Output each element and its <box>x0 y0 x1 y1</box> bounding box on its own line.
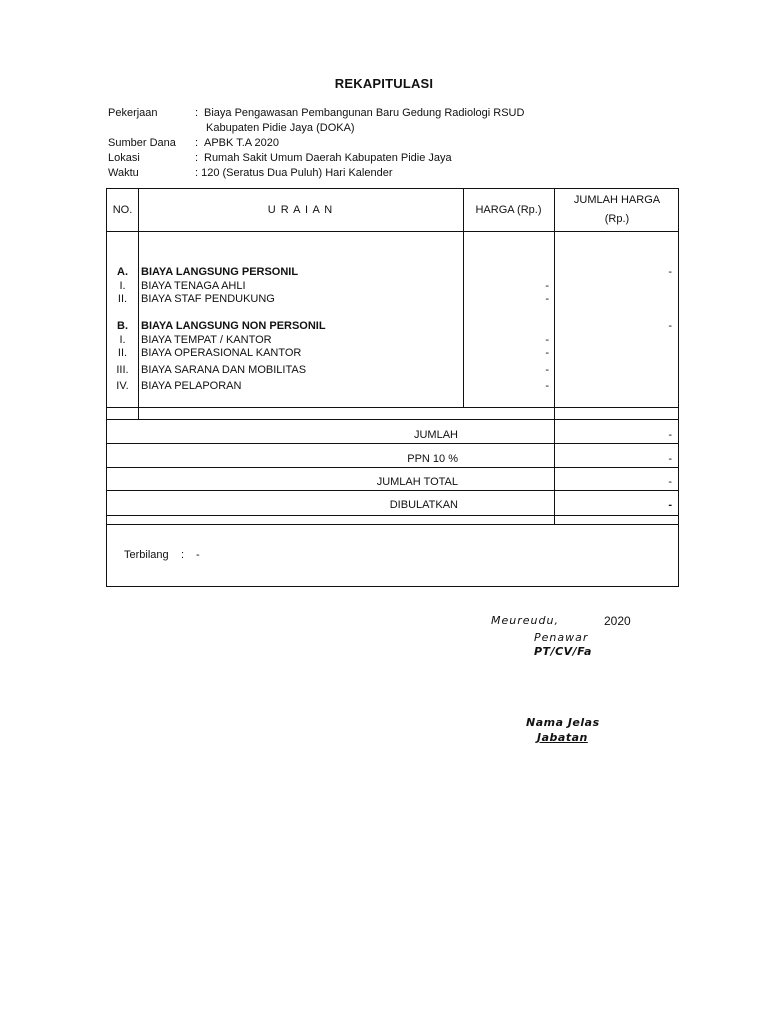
pekerjaan-colon: : <box>195 107 199 119</box>
row-jumlah: - <box>668 320 672 332</box>
signature-name: Nama Jelas <box>526 716 600 729</box>
pekerjaan-row-continued <box>108 121 578 136</box>
total-ppn-value: - <box>668 453 672 465</box>
row-label: BIAYA TENAGA AHLI <box>141 280 246 292</box>
row-label: BIAYA OPERASIONAL KANTOR <box>141 347 302 359</box>
signature-role: Penawar <box>534 631 589 644</box>
row-harga: - <box>545 293 549 305</box>
header-jumlah-harga: JUMLAH HARGA <box>573 194 661 206</box>
waktu-label: Waktu <box>108 167 139 179</box>
total-line-1 <box>107 443 678 444</box>
sumber-dana-colon: : <box>195 137 199 149</box>
total-ppn-label: PPN 10 % <box>407 453 458 465</box>
terbilang-label: Terbilang <box>124 549 169 561</box>
header-divider <box>107 231 678 232</box>
header-no: NO. <box>112 204 133 216</box>
row-harga: - <box>545 364 549 376</box>
sumber-dana-row <box>108 136 578 151</box>
total-line-4 <box>107 515 678 516</box>
row-harga: - <box>545 380 549 392</box>
row-number: II. <box>117 347 128 359</box>
terbilang-top-line <box>107 524 678 525</box>
total-jumlah-value: - <box>668 429 672 441</box>
row-jumlah: - <box>668 266 672 278</box>
total-line-2 <box>107 467 678 468</box>
signature-company: PT/CV/Fa <box>534 645 592 658</box>
terbilang-colon: : <box>181 549 185 561</box>
row-harga: - <box>545 280 549 292</box>
recap-table <box>106 188 679 587</box>
row-label: BIAYA LANGSUNG PERSONIL <box>141 266 299 278</box>
row-number: I. <box>119 334 126 346</box>
total-jumlah-label: JUMLAH <box>413 429 458 441</box>
header-jumlah-unit: (Rp.) <box>604 213 630 225</box>
row-number: A. <box>117 266 128 278</box>
terbilang-value: - <box>196 549 200 561</box>
total-jumlah-total-label: JUMLAH TOTAL <box>376 476 458 488</box>
harga-col-divider <box>554 189 555 524</box>
row-harga: - <box>545 334 549 346</box>
spacer-line <box>107 419 678 420</box>
total-dibulatkan-label: DIBULATKAN <box>389 499 458 511</box>
sumber-dana-label: Sumber Dana <box>108 137 176 149</box>
total-jumlah-total-value: - <box>668 476 672 488</box>
signature-year: 2020 <box>604 614 631 628</box>
signature-position: Jabatan <box>537 731 588 744</box>
row-number: III. <box>116 364 129 376</box>
no-col-divider <box>138 189 139 419</box>
lokasi-colon: : <box>195 152 199 164</box>
total-line-3 <box>107 490 678 491</box>
row-harga: - <box>545 347 549 359</box>
total-dibulatkan-value: - <box>668 499 672 511</box>
signature-place: Meureudu, <box>491 614 559 627</box>
row-label: BIAYA SARANA DAN MOBILITAS <box>141 364 307 376</box>
row-label: BIAYA STAF PENDUKUNG <box>141 293 275 305</box>
row-label: BIAYA LANGSUNG NON PERSONIL <box>141 320 326 332</box>
page-title: REKAPITULASI <box>334 76 434 91</box>
pekerjaan-value-continued: Kabupaten Pidie Jaya (DOKA) <box>206 122 355 134</box>
waktu-value: : 120 (Seratus Dua Puluh) Hari Kalender <box>195 167 393 179</box>
lokasi-label: Lokasi <box>108 152 140 164</box>
header-uraian: U R A I A N <box>267 204 334 216</box>
row-label: BIAYA PELAPORAN <box>141 380 242 392</box>
row-number: I. <box>119 280 126 292</box>
body-bottom-line <box>107 407 678 408</box>
pekerjaan-label: Pekerjaan <box>108 107 158 119</box>
row-number: II. <box>117 293 128 305</box>
row-number: IV. <box>116 380 129 392</box>
pekerjaan-row <box>108 106 578 121</box>
sumber-dana-value: APBK T.A 2020 <box>204 137 280 149</box>
header-harga: HARGA (Rp.) <box>475 204 542 216</box>
row-label: BIAYA TEMPAT / KANTOR <box>141 334 272 346</box>
lokasi-row <box>108 151 578 166</box>
row-number: B. <box>117 320 128 332</box>
lokasi-value: Rumah Sakit Umum Daerah Kabupaten Pidie Jaya <box>204 152 452 164</box>
pekerjaan-value: Biaya Pengawasan Pembangunan Baru Gedung Radiologi RSUD <box>204 107 525 119</box>
waktu-row <box>108 166 578 181</box>
project-info <box>108 106 578 181</box>
